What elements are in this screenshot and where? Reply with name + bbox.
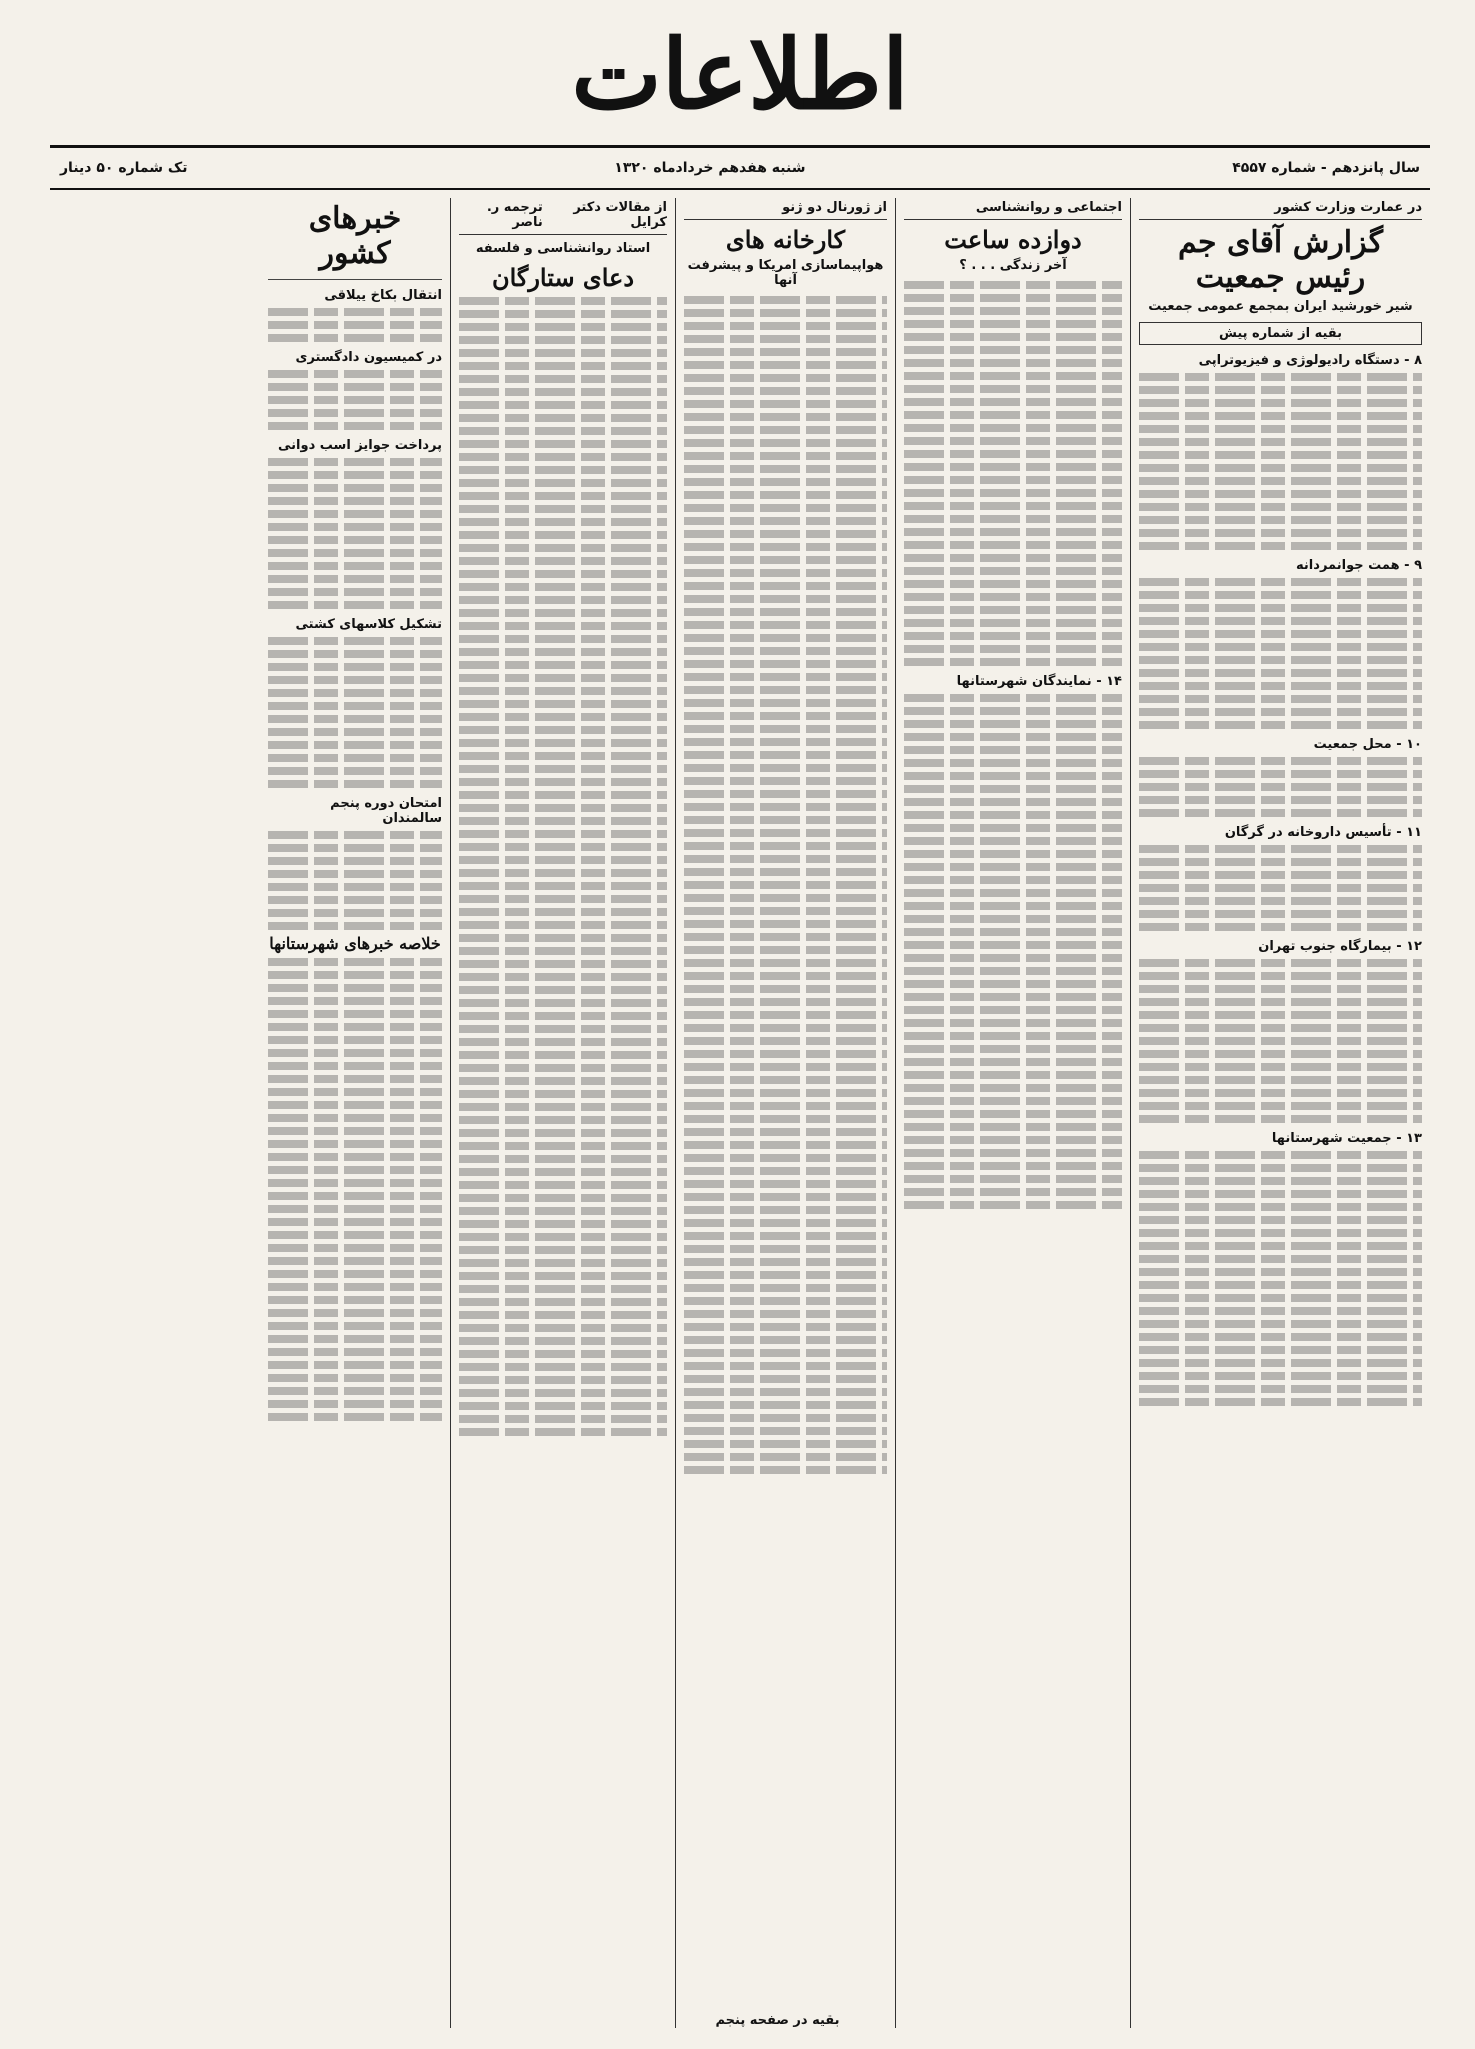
kicker: در عمارت وزارت کشور <box>1139 198 1422 220</box>
section-heading: ۱۴ - نمایندگان شهرستانها <box>956 673 1122 689</box>
section-heading: خلاصه خبرهای شهرستانها <box>269 934 441 953</box>
section-heading: ۹ - همت جوانمردانه <box>1296 558 1422 573</box>
subheadline: آخر زندگی . . . ؟ <box>959 257 1067 273</box>
subheadline: شیر خورشید ایران بمجمع عمومی جمعیت <box>1148 299 1413 314</box>
headline: دوازده ساعت <box>944 225 1082 254</box>
section-heading: ۸ - دستگاه رادیولوژی و فیزیوتراپی <box>1198 353 1422 368</box>
section-heading: پرداخت جوایز اسب دوانی <box>278 438 442 453</box>
section-heading: امتحان دوره پنجم سالمندان <box>330 796 442 826</box>
headline: خبرهای کشور <box>308 201 402 271</box>
dateline <box>50 145 1430 190</box>
column-twelve-hours <box>895 198 1130 2028</box>
headline: دعای ستارگان <box>491 263 635 292</box>
kicker: از ژورنال دو ژنو <box>684 198 887 220</box>
newspaper-page <box>50 20 1430 2030</box>
author-title: استاد روانشناسی و فلسفه <box>475 241 651 256</box>
masthead <box>50 20 1430 130</box>
continued-box: بقیه از شماره پیش <box>1139 322 1422 345</box>
issue-number: سال پانزدهم - شماره ۴۵۵۷ <box>1232 160 1420 176</box>
kicker: از مقالات دکتر کرایل ترجمه ر. ناصر <box>459 198 667 235</box>
column-jam-report <box>1130 198 1430 2028</box>
column-aircraft-factories <box>675 198 895 2028</box>
issue-price: تک شماره ۵۰ دینار <box>60 160 188 176</box>
kicker: اجتماعی و روانشناسی <box>904 198 1122 220</box>
section-heading: ۱۳ - جمعیت شهرستانها <box>1271 1131 1422 1146</box>
columns <box>50 198 1430 2028</box>
section-heading: ۱۱ - تأسیس داروخانه در گرگان <box>1224 825 1422 840</box>
section-heading: انتقال بکاخ ییلاقی <box>324 288 442 303</box>
column-prayer-of-stars <box>450 198 675 2028</box>
headline: کارخانه های <box>725 225 846 254</box>
section-heading: ۱۲ - بیمارگاه جنوب تهران <box>1258 939 1422 954</box>
issue-date: شنبه هفدهم خردادماه ۱۳۲۰ <box>614 160 806 176</box>
headline: گزارش آقای جم رئیس جمعیت <box>1178 225 1383 295</box>
continued-link: بقیه در صفحه پنجم <box>715 2013 840 2028</box>
section-heading: ۱۰ - محل جمعیت <box>1313 737 1422 752</box>
section-heading: تشکیل کلاسهای کشتی <box>295 617 442 632</box>
column-country-news <box>260 198 450 2028</box>
masthead-title: اطلاعات <box>571 18 909 131</box>
subheadline: هواپیماسازی امریکا و پیشرفت آنها <box>687 257 884 288</box>
section-heading: در کمیسیون دادگستری <box>295 350 442 365</box>
